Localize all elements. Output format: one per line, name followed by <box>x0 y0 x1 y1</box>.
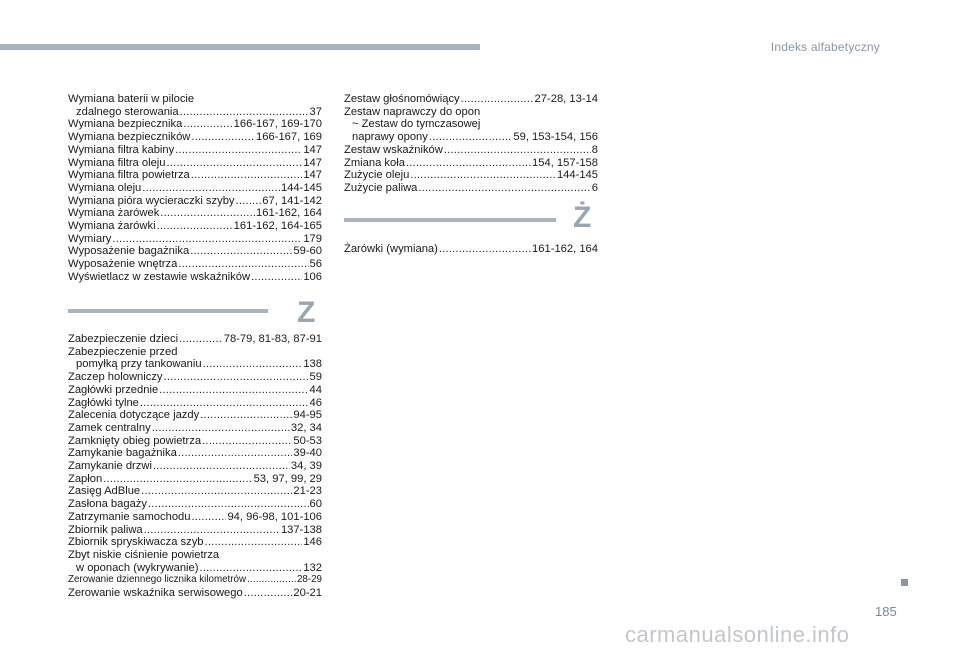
index-entry: Wymiary ..... 179 <box>68 233 322 246</box>
index-entry: Wymiana filtra oleju ..... 147 <box>68 157 322 170</box>
letter-heading-z: Z <box>297 296 316 329</box>
index-entry: Zaczep holowniczy ..... 59 <box>68 371 322 384</box>
index-entry: Zasłona bagaży ..... 60 <box>68 498 322 511</box>
index-entry: Żarówki (wymiana) ..... 161-162, 164 <box>344 243 598 256</box>
index-entry: Zamknięty obieg powietrza ..... 50-53 <box>68 435 322 448</box>
index-entry: Zamykanie drzwi ..... 34, 39 <box>68 460 322 473</box>
page-number: 185 <box>875 604 897 619</box>
index-entry: Zbiornik paliwa ..... 137-138 <box>68 524 322 537</box>
letter-divider-rule <box>344 218 556 222</box>
section-title: Indeks alfabetyczny <box>770 40 880 54</box>
index-entry-title: Wymiana baterii w pilocie <box>68 93 195 105</box>
page-marker-square <box>901 579 908 586</box>
index-entry: Wymiana filtra kabiny ..... 147 <box>68 144 322 157</box>
index-entry: Wymiana pióra wycieraczki szyby ..... 67, 141-142 <box>68 195 322 208</box>
index-entry: Zatrzymanie samochodu ..... 94, 96-98, 101-106 <box>68 511 322 524</box>
index-entry: Zerowanie wskaźnika serwisowego ..... 20-21 <box>68 587 322 600</box>
index-entry: w oponach (wykrywanie) ..... 132 <box>68 562 322 575</box>
index-entry-title: Zestaw naprawczy do opon <box>344 105 481 118</box>
index-entry: Zestaw głośnomówiący ..... 27-28, 13-14 <box>344 93 598 106</box>
index-entry: Zestaw wskaźników ..... 8 <box>344 144 598 157</box>
watermark: carmanualsonline.info <box>625 622 850 647</box>
index-entry: Zamek centralny ..... 32, 34 <box>68 422 322 435</box>
index-entry: Zużycie paliwa ..... 6 <box>344 182 598 195</box>
index-entry: Zagłówki tylne ..... 46 <box>68 397 322 410</box>
index-entry-title: Zbyt niskie ciśnienie powietrza <box>68 548 220 561</box>
index-entry: Zasięg AdBlue ..... 21-23 <box>68 485 322 498</box>
index-entry: Wyświetlacz w zestawie wskaźników ..... 106 <box>68 271 322 284</box>
index-entry: Zbiornik spryskiwacza szyb ..... 146 <box>68 536 322 549</box>
index-column-2 <box>344 93 598 195</box>
index-entry: Zerowanie dziennego licznika kilometrów ..... 28-29 <box>68 574 322 587</box>
index-entry: zdalnego sterowania ..... 37 <box>68 106 322 119</box>
index-entry: Wyposażenie wnętrza ..... 56 <box>68 258 322 271</box>
index-entry: naprawy opony ..... 59, 153-154, 156 <box>344 131 598 144</box>
index-entry: Zalecenia dotyczące jazdy ..... 94-95 <box>68 409 322 422</box>
index-entry: Wymiana bezpieczników ..... 166-167, 169 <box>68 131 322 144</box>
top-accent-bar <box>0 44 480 50</box>
index-entry: Wymiana oleju ..... 144-145 <box>68 182 322 195</box>
index-entry: pomyłką przy tankowaniu ..... 138 <box>68 358 322 371</box>
index-column-1-z <box>68 333 322 600</box>
entries-w-group <box>68 118 322 283</box>
index-entry: Wymiana filtra powietrza ..... 147 <box>68 169 322 182</box>
index-entry: Zmiana koła ..... 154, 157-158 <box>344 157 598 170</box>
letter-heading-z-dot: Ż <box>573 201 592 234</box>
index-column-1 <box>68 93 322 284</box>
index-entry: Zamykanie bagażnika ..... 39-40 <box>68 447 322 460</box>
index-entry-subtitle: ~ Zestaw do tymczasowej <box>352 118 481 131</box>
index-entry: Wymiana żarówek ..... 161-162, 164 <box>68 207 322 220</box>
index-entry: Wymiana żarówki ..... 161-162, 164-165 <box>68 220 322 233</box>
index-entry: Wyposażenie bagażnika ..... 59-60 <box>68 245 322 258</box>
letter-divider-rule <box>68 309 268 313</box>
index-entry: Wymiana bezpiecznika ..... 166-167, 169-170 <box>68 118 322 131</box>
index-entry: Zagłówki przednie ..... 44 <box>68 384 322 397</box>
index-entry-title: Zabezpieczenie przed <box>68 345 178 358</box>
index-entry: Zużycie oleju ..... 144-145 <box>344 169 598 182</box>
index-entry: Zapłon ..... 53, 97, 99, 29 <box>68 473 322 486</box>
index-column-2-zz <box>344 243 598 256</box>
index-entry: Zabezpieczenie dzieci ..... 78-79, 81-83, 87-91 <box>68 333 322 346</box>
